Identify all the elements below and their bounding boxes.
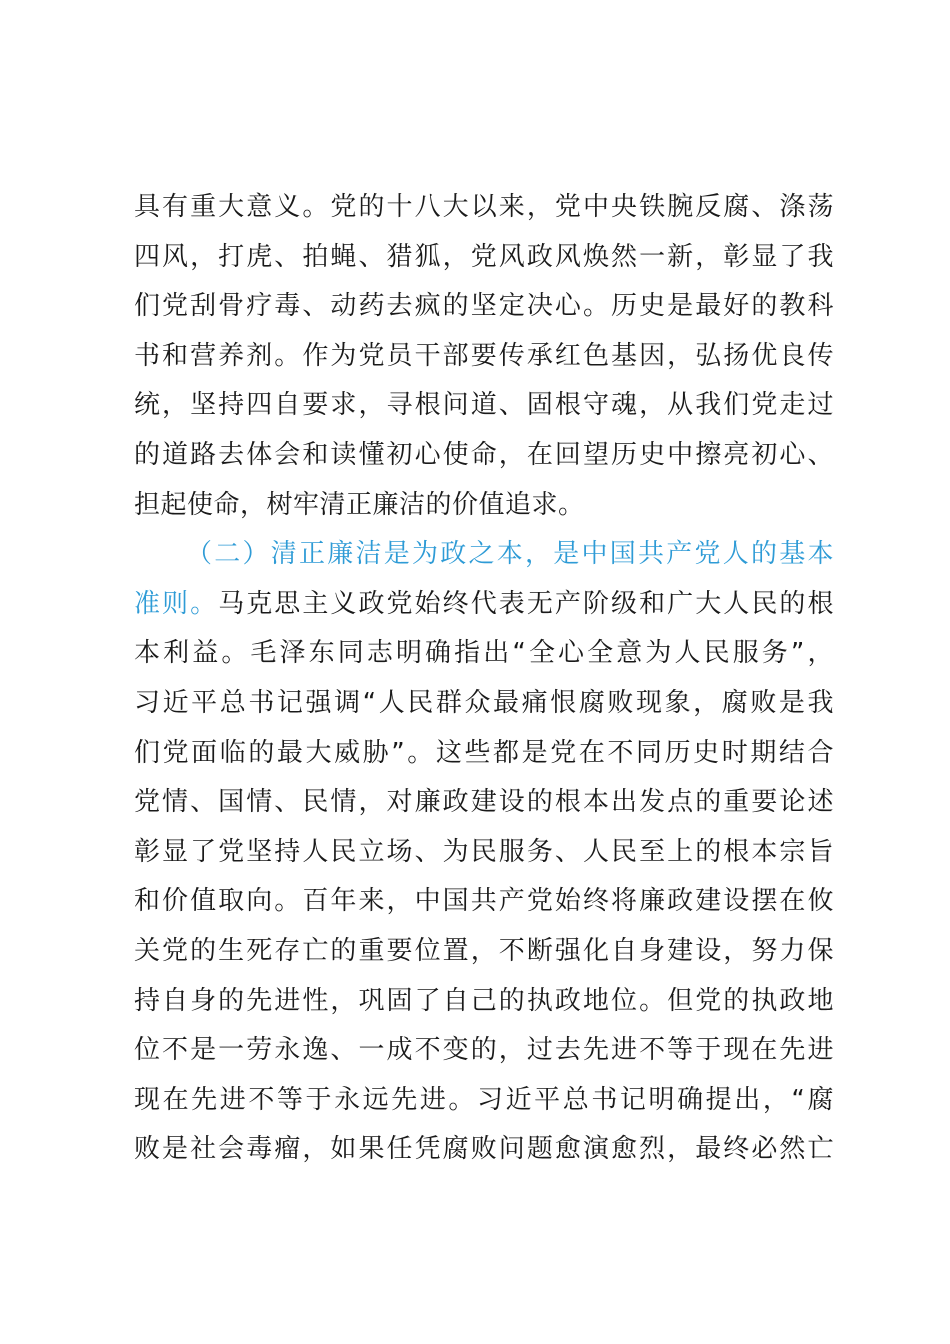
text-line: 担起使命，树牢清正廉洁的价值追求。 (134, 489, 585, 520)
text-line: 和价值取向。百年来，中国共产党始终将廉政建设摆在攸 (134, 886, 834, 917)
body-text (134, 183, 834, 1175)
text-segment: 马克思主义政党始终代表无产阶级和广大人民的根 (218, 588, 834, 619)
text-line: 关党的生死存亡的重要位置，不断强化自身建设，努力保 (134, 935, 834, 966)
text-line: 本利益。毛泽东同志明确指出“全心全意为人民服务”， (134, 638, 834, 669)
text-line: 败是社会毒瘤，如果任凭腐败问题愈演愈烈，最终必然亡 (134, 1134, 834, 1165)
text-line: 彰显了党坚持人民立场、为民服务、人民至上的根本宗旨 (134, 836, 834, 867)
text-line: 们党面临的最大威胁”。这些都是党在不同历史时期结合 (134, 737, 834, 768)
text-line (134, 580, 834, 630)
text-line: 具有重大意义。党的十八大以来，党中央铁腕反腐、涤荡 (134, 192, 834, 222)
text-line: 持自身的先进性，巩固了自己的执政地位。但党的执政地 (134, 985, 834, 1016)
text-line: 们党刮骨疗毒、动药去疯的坚定决心。历史是最好的教科 (134, 291, 834, 322)
section-heading-end: 准则。 (134, 588, 219, 619)
text-line: 习近平总书记强调“人民群众最痛恨腐败现象，腐败是我 (134, 687, 834, 718)
section-heading-line: （二）清正廉洁是为政之本，是中国共产党人的基本 (186, 539, 834, 570)
text-line: 四风，打虎、拍蝇、猎狐，党风政风焕然一新，彰显了我 (134, 241, 834, 272)
text-line: 现在先进不等于永远先进。习近平总书记明确提出，“腐 (134, 1084, 834, 1115)
text-line: 统，坚持四自要求，寻根问道、固根守魂，从我们党走过 (134, 390, 834, 421)
text-line: 党情、国情、民情，对廉政建设的根本出发点的重要论述 (134, 787, 834, 818)
text-line: 的道路去体会和读懂初心使命，在回望历史中擦亮初心、 (134, 439, 834, 470)
text-line: 位不是一劳永逸、一成不变的，过去先进不等于现在先进 (134, 1035, 834, 1066)
text-line: 书和营养剂。作为党员干部要传承红色基因，弘扬优良传 (134, 340, 834, 371)
